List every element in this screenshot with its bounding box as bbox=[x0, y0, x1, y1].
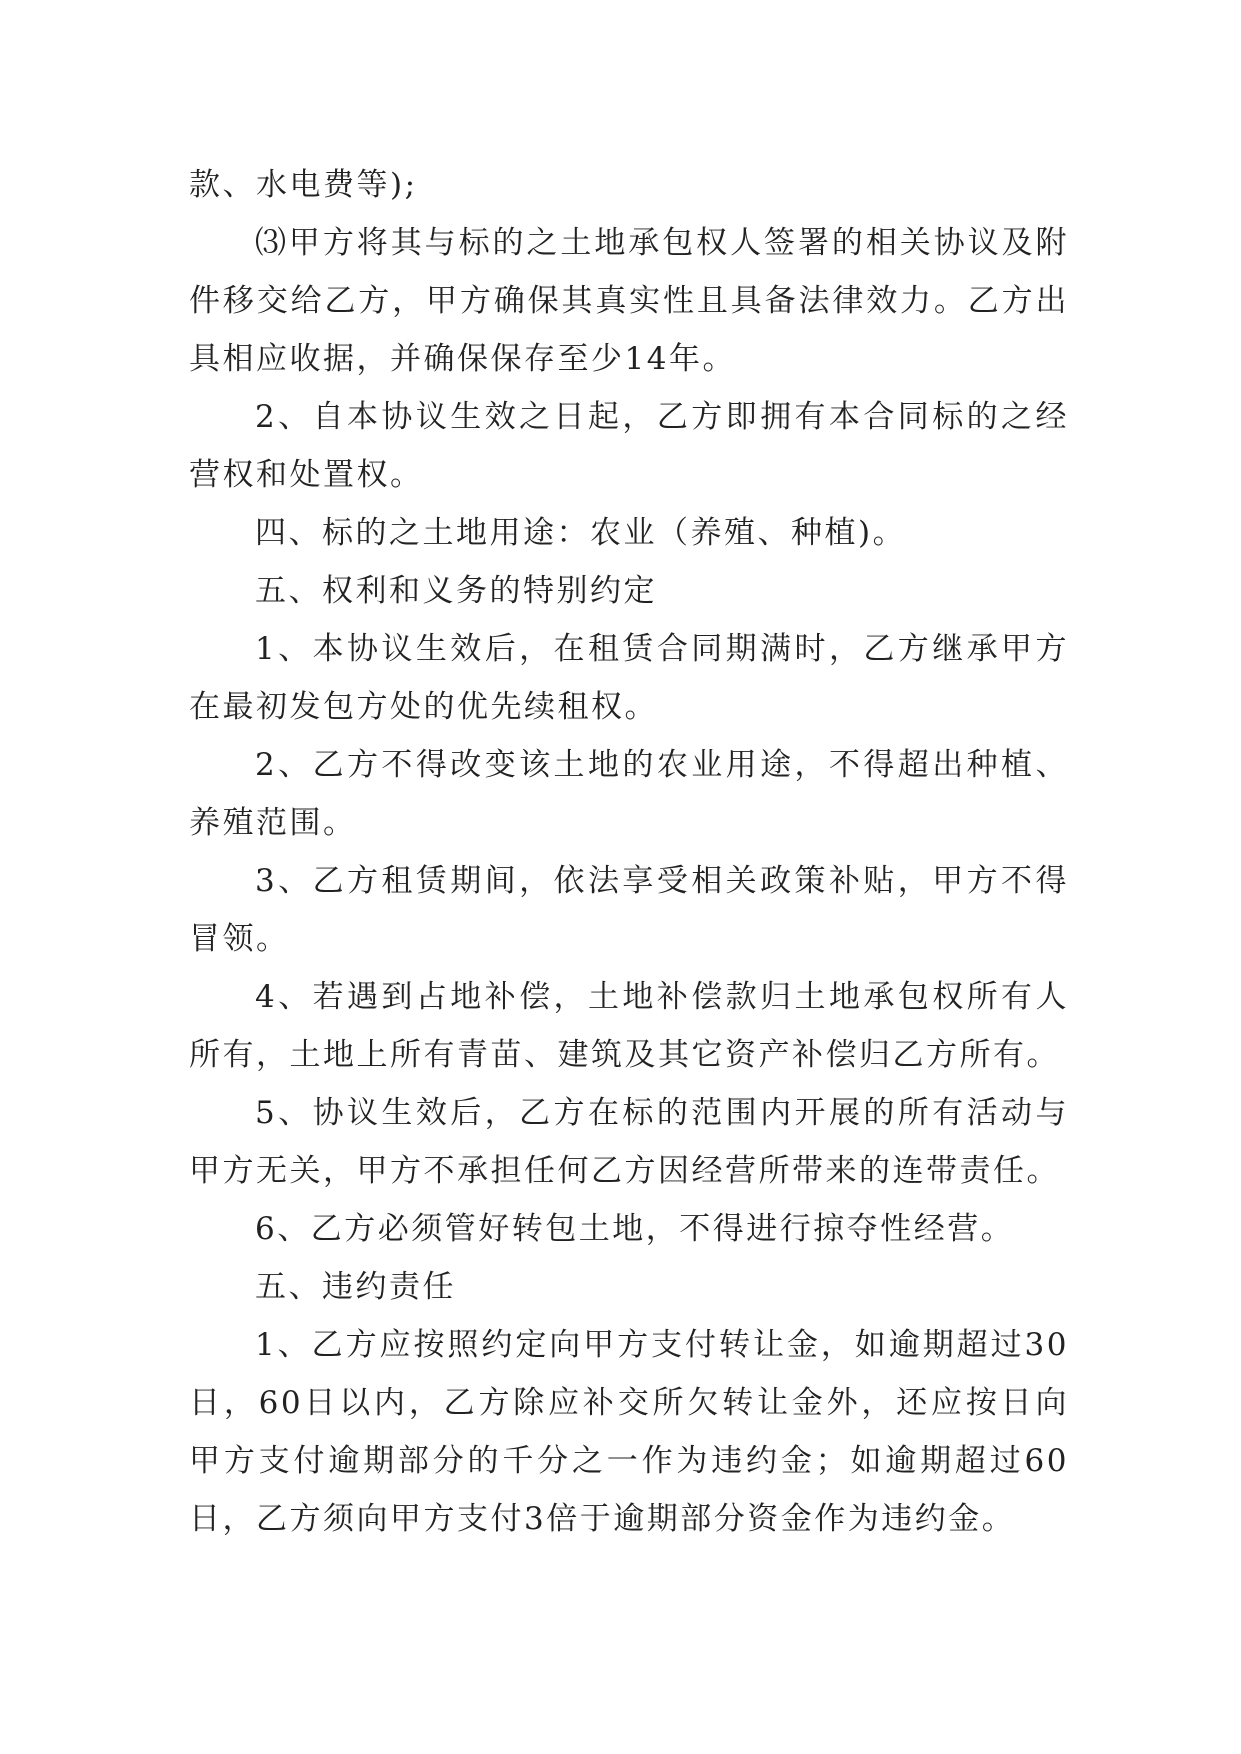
paragraph-rights-4: 4、若遇到占地补偿，土地补偿款归土地承包权所有人所有，土地上所有青苗、建筑及其它资产补偿归乙方所有。 bbox=[189, 979, 1069, 1073]
paragraph-clause-2: 2、自本协议生效之日起，乙方即拥有本合同标的之经营权和处置权。 bbox=[189, 399, 1069, 493]
paragraph-rights-6: 6、乙方必须管好转包土地，不得进行掠夺性经营。 bbox=[255, 1211, 1015, 1247]
paragraph-breach-1: 1、乙方应按照约定向甲方支付转让金，如逾期超过30日，60日以内，乙方除应补交所欠转让金外，还应按日向甲方支付逾期部分的千分之一作为违约金；如逾期超过60日，乙方须向甲方支付3倍于逾期部分资金作为违约金。 bbox=[189, 1327, 1069, 1537]
paragraph-rights-1: 1、本协议生效后，在租赁合同期满时，乙方继承甲方在最初发包方处的优先续租权。 bbox=[189, 631, 1069, 725]
section-heading-land-use: 四、标的之土地用途：农业（养殖、种植)。 bbox=[255, 515, 907, 551]
section-heading-breach: 五、违约责任 bbox=[255, 1269, 456, 1305]
paragraph-rights-5: 5、协议生效后，乙方在标的范围内开展的所有活动与甲方无关，甲方不承担任何乙方因经营所带来的连带责任。 bbox=[189, 1095, 1069, 1189]
paragraph-clause-3: ⑶甲方将其与标的之土地承包权人签署的相关协议及附件移交给乙方，甲方确保其真实性且具备法律效力。乙方出具相应收据，并确保保存至少14年。 bbox=[189, 225, 1069, 377]
paragraph-continuation: 款、水电费等); bbox=[189, 167, 418, 203]
paragraph-rights-3: 3、乙方租赁期间，依法享受相关政策补贴，甲方不得冒领。 bbox=[189, 863, 1069, 957]
document-body bbox=[189, 156, 1069, 1548]
section-heading-rights-obligations: 五、权利和义务的特别约定 bbox=[255, 573, 657, 609]
paragraph-rights-2: 2、乙方不得改变该土地的农业用途，不得超出种植、养殖范围。 bbox=[189, 747, 1069, 841]
